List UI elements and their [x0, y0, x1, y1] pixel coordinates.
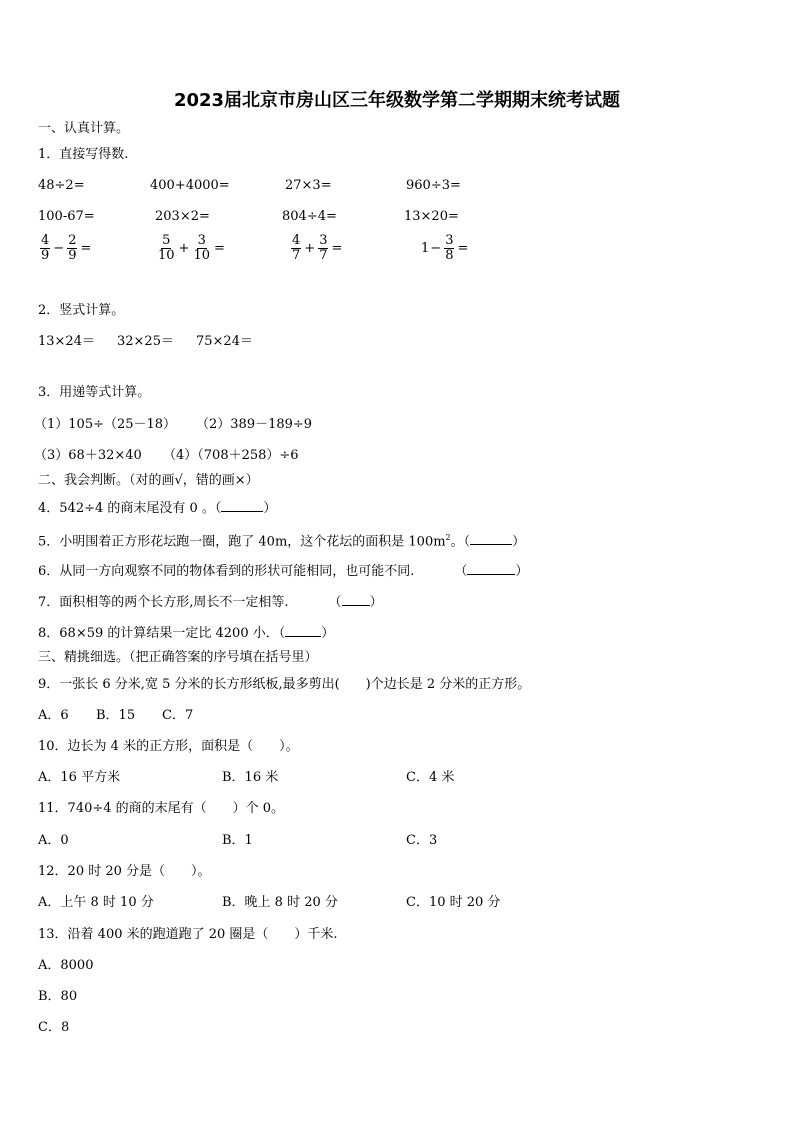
q2-item: 32×25＝: [117, 334, 174, 349]
q3-item: （2）389－189÷9: [196, 417, 313, 432]
operator: −: [430, 241, 442, 256]
q1-item: 203×2=: [155, 209, 210, 224]
q10-text: 10．边长为 4 米的正方形，面积是（ ）。: [38, 739, 299, 754]
option-c[interactable]: C．7: [162, 708, 194, 723]
q13-text: 13．沿着 400 米的跑道跑了 20 圈是（ ）千米.: [38, 927, 338, 942]
q2-label: 2．竖式计算。: [38, 303, 125, 318]
q3-label: 3．用递等式计算。: [38, 385, 151, 400]
q4-text: 4．542÷4 的商末尾没有 0 。（: [38, 501, 222, 516]
numerator: 3: [197, 233, 206, 248]
operator: +: [304, 241, 316, 256]
q2-item: 13×24＝: [38, 334, 95, 349]
q8: [38, 623, 334, 643]
fraction: [192, 234, 211, 263]
fraction: [67, 234, 77, 263]
fraction-expression: [38, 234, 92, 263]
q5-text: 5．小明围着正方形花坛跑一圈，跑了 40m，这个花坛的面积是 100m: [38, 534, 446, 550]
fraction: [157, 234, 176, 263]
equals: =: [331, 241, 343, 256]
q1-item: 400+4000=: [150, 178, 230, 193]
q2-item: 75×24＝: [196, 334, 253, 349]
fraction-expression: [289, 234, 343, 263]
q8-text: 8．68×59 的计算结果一定比 4200 小．（: [38, 626, 286, 641]
answer-blank[interactable]: [467, 561, 515, 575]
q1-item: 13×20=: [404, 209, 459, 224]
numerator: 4: [292, 233, 301, 248]
option-b[interactable]: B．80: [38, 989, 78, 1004]
q9-text: 9．一张长 6 分米,宽 5 分米的长方形纸板,最多剪出( )个边长是 2 分米的正方形。: [38, 677, 531, 692]
section-3-heading: 三、精挑细选。（把正确答案的序号填在括号里）: [38, 650, 318, 665]
q3-item: （4）（708＋258）÷6: [163, 448, 299, 463]
numerator: 2: [68, 233, 77, 248]
section-1-heading: 一、认真计算。: [38, 121, 130, 136]
q5-after: 。（: [450, 534, 471, 550]
denominator: 7: [292, 248, 301, 263]
q6-open: （: [454, 564, 468, 579]
numerator: 3: [445, 233, 454, 248]
option-a[interactable]: A．8000: [38, 958, 94, 973]
q5-superscript: 2: [445, 533, 451, 542]
numerator: 3: [319, 233, 328, 248]
fraction: [444, 234, 454, 263]
q7-open: （: [328, 595, 342, 610]
denominator: 9: [68, 248, 77, 263]
numerator: 4: [41, 233, 50, 248]
q5-close: ）: [512, 534, 526, 550]
q8-close: ）: [321, 626, 335, 641]
option-b[interactable]: B．晚上 8 时 20 分: [222, 895, 338, 910]
operator: −: [53, 241, 65, 256]
fraction: [40, 234, 50, 263]
q7-text: 7．面积相等的两个长方形,周长不一定相等.: [38, 595, 289, 610]
answer-blank[interactable]: [285, 623, 321, 637]
operator: +: [178, 241, 190, 256]
option-b[interactable]: B．15: [96, 708, 136, 723]
numerator: 5: [162, 233, 171, 248]
fraction-expression: [155, 234, 226, 263]
q11-text: 11．740÷4 的商的末尾有（ ）个 0。: [38, 801, 285, 816]
denominator: 10: [158, 248, 175, 263]
q4: [38, 498, 276, 518]
denominator: 8: [445, 248, 454, 263]
option-c[interactable]: C．8: [38, 1020, 70, 1035]
q1-item: 100-67=: [38, 209, 95, 224]
option-a[interactable]: A．16 平方米: [38, 770, 121, 785]
q7-close: ）: [369, 595, 383, 610]
option-b[interactable]: B．1: [222, 833, 253, 848]
fraction: [318, 234, 328, 263]
fraction-expression: [421, 234, 469, 263]
denominator: 7: [319, 248, 328, 263]
q12-text: 12．20 时 20 分是（ ）。: [38, 864, 211, 879]
q3-item: （1）105÷（25－18）: [34, 417, 177, 432]
q6: [38, 561, 528, 581]
whole-number: 1: [421, 241, 430, 256]
answer-blank[interactable]: [470, 531, 512, 545]
q1-label: 1．直接写得数.: [38, 147, 129, 162]
answer-blank[interactable]: [221, 498, 263, 512]
q6-text: 6．从同一方向观察不同的物体看到的形状可能相同，也可能不同.: [38, 564, 415, 579]
q5: [38, 529, 525, 551]
answer-blank[interactable]: [342, 592, 370, 606]
section-2-heading: 二、我会判断。（对的画√，错的画×）: [38, 473, 259, 488]
q6-close: ）: [515, 564, 529, 579]
q1-item: 960÷3=: [406, 178, 461, 193]
q1-item: 27×3=: [285, 178, 332, 193]
equals: =: [214, 241, 225, 256]
option-a[interactable]: A．6: [38, 708, 69, 723]
option-b[interactable]: B．16 米: [222, 770, 279, 785]
q4-close: ）: [263, 501, 277, 516]
denominator: 9: [41, 248, 50, 263]
q1-item: 804÷4=: [282, 209, 337, 224]
option-c[interactable]: C．4 米: [406, 770, 455, 785]
option-a[interactable]: A．0: [38, 833, 69, 848]
option-c[interactable]: C．3: [406, 833, 438, 848]
equals: =: [80, 241, 92, 256]
q7: [38, 592, 383, 612]
fraction: [291, 234, 301, 263]
page-title: 2023届北京市房山区三年级数学第二学期期末统考试题: [173, 90, 621, 111]
equals: =: [457, 241, 469, 256]
q3-item: （3）68＋32×40: [34, 448, 142, 463]
q1-item: 48÷2=: [38, 178, 85, 193]
denominator: 10: [193, 248, 210, 263]
option-a[interactable]: A．上午 8 时 10 分: [38, 895, 154, 910]
option-c[interactable]: C．10 时 20 分: [406, 895, 501, 910]
